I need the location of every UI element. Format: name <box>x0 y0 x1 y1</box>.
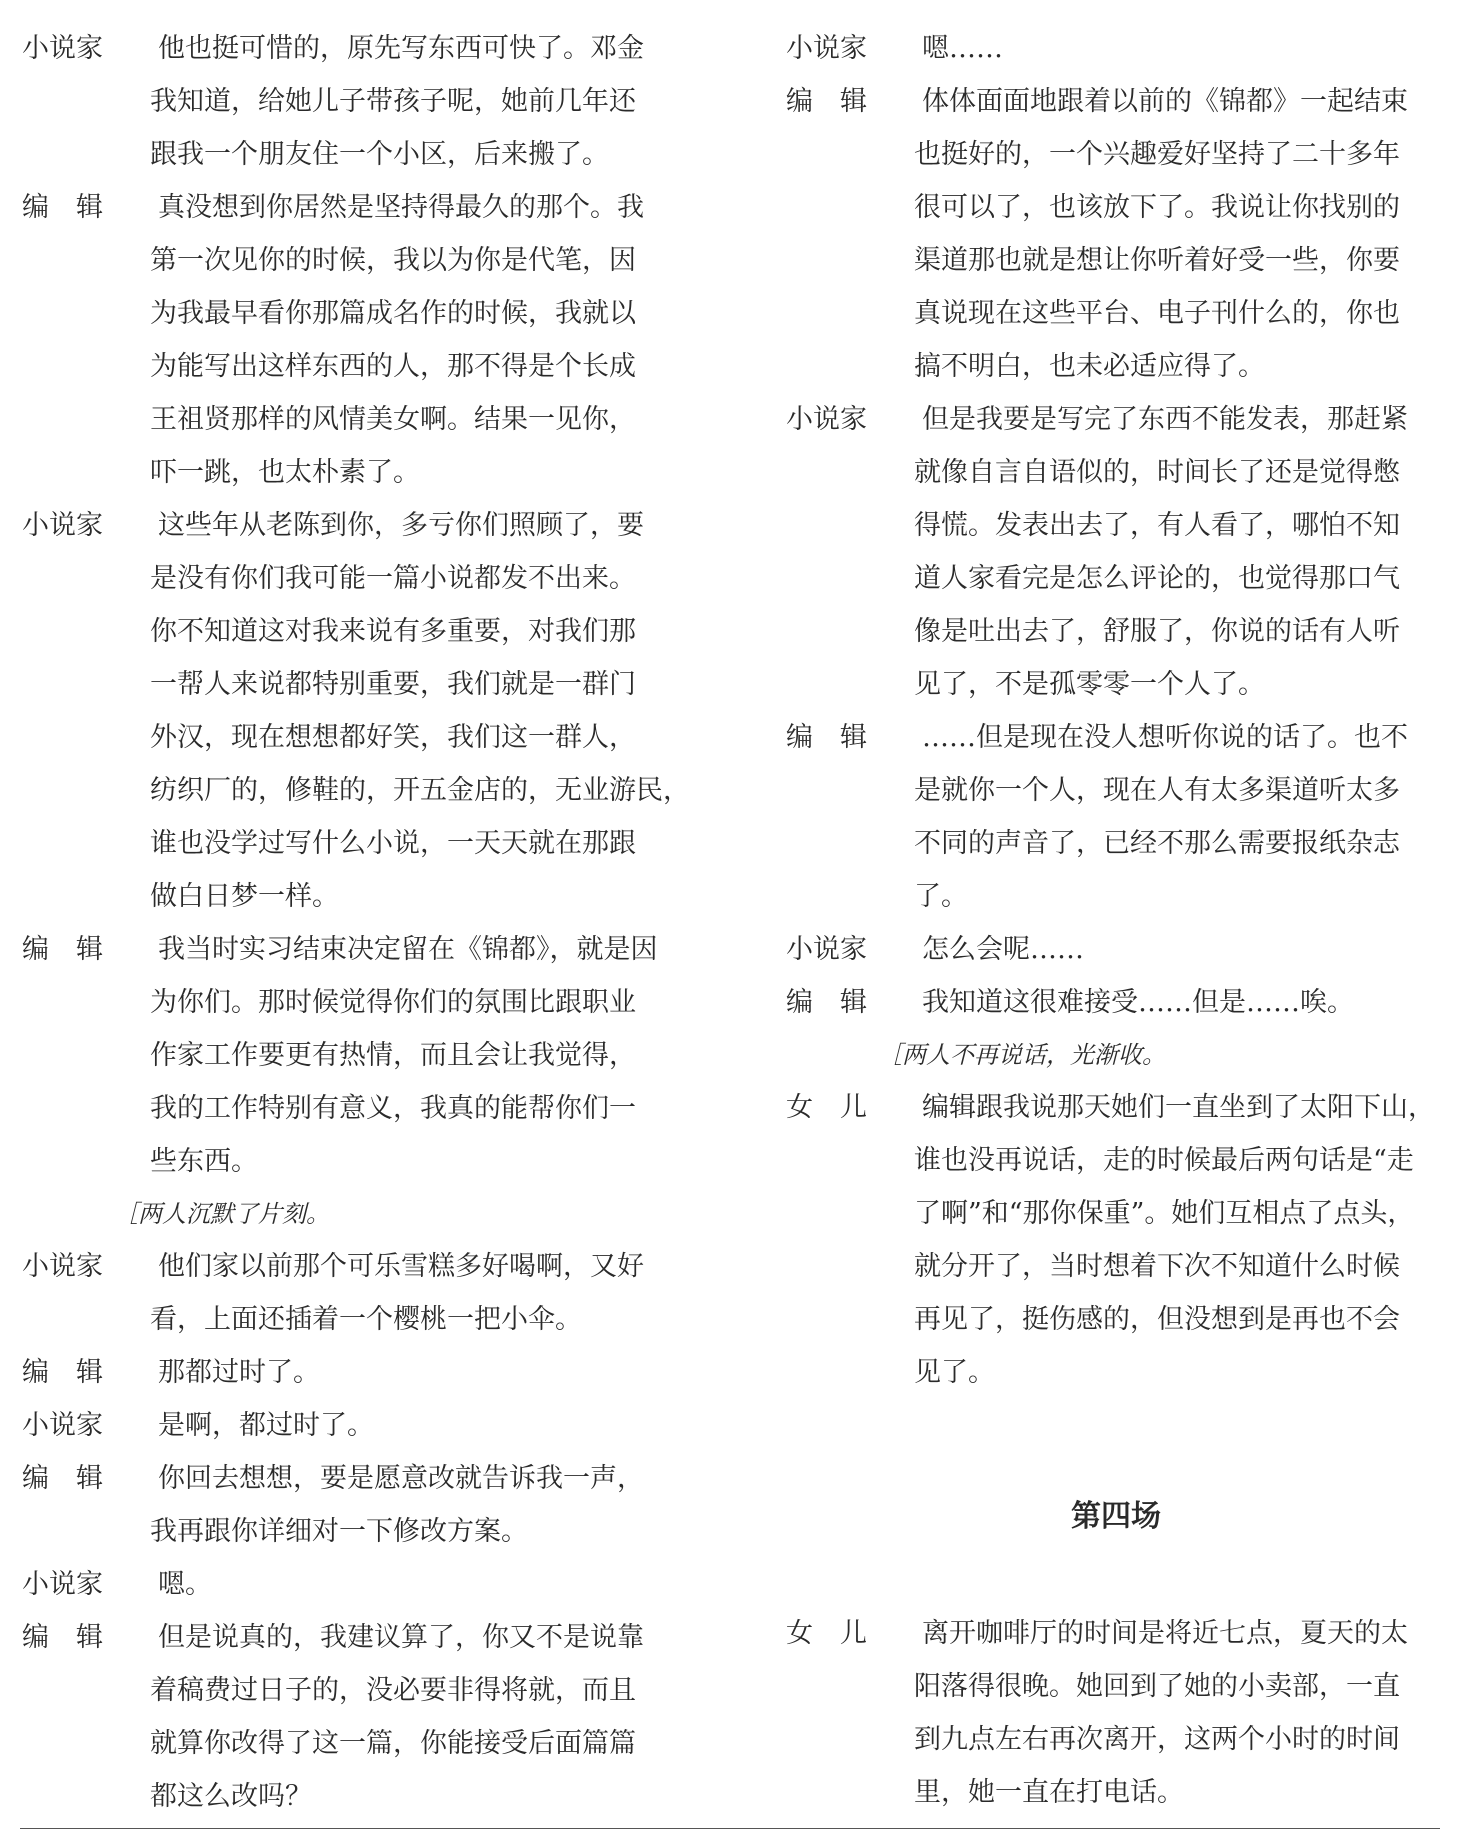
dialogue-line: 也挺好的，一个兴趣爱好坚持了二十多年 <box>914 139 1400 170</box>
dialogue-line: 吓一跳，也太朴素了。 <box>150 457 420 488</box>
dialogue-line: 作家工作要更有热情，而且会让我觉得， <box>150 1040 636 1071</box>
dialogue-line: 谁也没学过写什么小说，一天天就在那跟 <box>150 828 636 859</box>
stage-direction: ［两人不再说话，光渐收。 <box>878 1041 1166 1069</box>
dialogue-line: 这些年从老陈到你，多亏你们照顾了，要 <box>158 510 644 541</box>
dialogue-line: ……但是现在没人想听你说的话了。也不 <box>922 722 1408 753</box>
speaker-name: 小说家 <box>22 33 103 64</box>
dialogue-line: 都这么改吗？ <box>150 1781 312 1812</box>
dialogue-text <box>914 22 1446 75</box>
dialogue-text <box>150 1558 682 1611</box>
dialogue-entry <box>786 1081 1446 1399</box>
speaker-name: 女 儿 <box>786 1092 867 1123</box>
speaker-name: 小说家 <box>22 1251 103 1282</box>
dialogue-line: 纺织厂的，修鞋的，开五金店的，无业游民， <box>150 775 690 806</box>
dialogue-line: 我知道这很难接受……但是……唉。 <box>922 987 1354 1018</box>
dialogue-line: 到九点左右再次离开，这两个小时的时间 <box>914 1724 1400 1755</box>
dialogue-line: 像是吐出去了，舒服了，你说的话有人听 <box>914 616 1400 647</box>
dialogue-text <box>150 181 682 499</box>
dialogue-line: 真说现在这些平台、电子刊什么的，你也 <box>914 298 1400 329</box>
dialogue-line: 为你们。那时候觉得你们的氛围比跟职业 <box>150 987 636 1018</box>
speaker-name: 编 辑 <box>22 192 103 223</box>
dialogue-line: 一帮人来说都特别重要，我们就是一群门 <box>150 669 636 700</box>
dialogue-line: 第一次见你的时候，我以为你是代笔，因 <box>150 245 636 276</box>
speaker-name: 编 辑 <box>22 1622 103 1653</box>
left-column <box>22 22 690 1823</box>
dialogue-line: 我再跟你详细对一下修改方案。 <box>150 1516 528 1547</box>
dialogue-line: 就算你改得了这一篇，你能接受后面篇篇 <box>150 1728 636 1759</box>
dialogue-line: 了。 <box>914 881 968 912</box>
dialogue-entry <box>22 1399 682 1452</box>
footer-rule <box>20 1828 1440 1829</box>
dialogue-line: 嗯。 <box>158 1569 212 1600</box>
dialogue-text <box>150 1611 682 1823</box>
scene-heading: 第四场 <box>1071 1499 1161 1534</box>
dialogue-text <box>150 923 682 1188</box>
dialogue-line: 不同的声音了，已经不那么需要报纸杂志 <box>914 828 1400 859</box>
dialogue-line: 编辑跟我说那天她们一直坐到了太阳下山， <box>922 1092 1435 1123</box>
dialogue-line: 那都过时了。 <box>158 1357 320 1388</box>
dialogue-entry <box>786 393 1446 711</box>
dialogue-line: 是啊，都过时了。 <box>158 1410 374 1441</box>
speaker-name: 编 辑 <box>22 1463 103 1494</box>
dialogue-line: 看，上面还插着一个樱桃一把小伞。 <box>150 1304 582 1335</box>
dialogue-line: 他也挺可惜的，原先写东西可快了。邓金 <box>158 33 644 64</box>
dialogue-entry <box>22 22 682 181</box>
dialogue-line: 你不知道这对我来说有多重要，对我们那 <box>150 616 636 647</box>
speaker-name: 编 辑 <box>22 934 103 965</box>
dialogue-text <box>914 1607 1446 1819</box>
dialogue-text <box>150 1399 682 1452</box>
dialogue-line: 谁也没再说话，走的时候最后两句话是“走 <box>914 1145 1414 1176</box>
dialogue-line: 做白日梦一样。 <box>150 881 339 912</box>
dialogue-entry <box>786 976 1446 1029</box>
speaker-name: 小说家 <box>786 33 867 64</box>
dialogue-line: 跟我一个朋友住一个小区，后来搬了。 <box>150 139 609 170</box>
dialogue-line: 就分开了，当时想着下次不知道什么时候 <box>914 1251 1400 1282</box>
dialogue-entry <box>22 1346 682 1399</box>
speaker-name: 小说家 <box>22 1410 103 1441</box>
dialogue-line: 但是说真的，我建议算了，你又不是说靠 <box>158 1622 644 1653</box>
dialogue-line: 见了，不是孤零零一个人了。 <box>914 669 1265 700</box>
dialogue-line: 得慌。发表出去了，有人看了，哪怕不知 <box>914 510 1400 541</box>
dialogue-line: 道人家看完是怎么评论的，也觉得那口气 <box>914 563 1400 594</box>
dialogue-line: 着稿费过日子的，没必要非得将就，而且 <box>150 1675 636 1706</box>
dialogue-line: 但是我要是写完了东西不能发表，那赶紧 <box>922 404 1408 435</box>
dialogue-line: 见了。 <box>914 1357 995 1388</box>
dialogue-line: 王祖贤那样的风情美女啊。结果一见你， <box>150 404 636 435</box>
dialogue-line: 渠道那也就是想让你听着好受一些，你要 <box>914 245 1400 276</box>
dialogue-line: 了啊”和“那你保重”。她们互相点了点头， <box>914 1198 1415 1229</box>
dialogue-text <box>150 1240 682 1346</box>
dialogue-entry <box>22 499 690 923</box>
speaker-name: 小说家 <box>786 404 867 435</box>
dialogue-text <box>914 711 1446 923</box>
speaker-name: 编 辑 <box>22 1357 103 1388</box>
dialogue-text <box>150 499 690 923</box>
dialogue-line: 就像自言自语似的，时间长了还是觉得憋 <box>914 457 1400 488</box>
dialogue-line: 是就你一个人，现在人有太多渠道听太多 <box>914 775 1400 806</box>
dialogue-line: 体体面面地跟着以前的《锦都》一起结束 <box>922 86 1408 117</box>
dialogue-text <box>150 1452 682 1558</box>
dialogue-entry <box>22 1558 682 1611</box>
dialogue-entry <box>786 711 1446 923</box>
speaker-name: 编 辑 <box>786 722 867 753</box>
dialogue-line: 我当时实习结束决定留在《锦都》，就是因 <box>158 934 658 965</box>
dialogue-line: 嗯…… <box>922 33 1003 64</box>
dialogue-line: 为我最早看你那篇成名作的时候，我就以 <box>150 298 636 329</box>
speaker-name: 编 辑 <box>786 987 867 1018</box>
dialogue-text <box>914 923 1446 976</box>
speaker-name: 女 儿 <box>786 1618 867 1649</box>
dialogue-entry <box>22 1452 682 1558</box>
dialogue-line: 再见了，挺伤感的，但没想到是再也不会 <box>914 1304 1400 1335</box>
speaker-name: 编 辑 <box>786 86 867 117</box>
dialogue-line: 我知道，给她儿子带孩子呢，她前几年还 <box>150 86 636 117</box>
dialogue-line: 你回去想想，要是愿意改就告诉我一声， <box>158 1463 644 1494</box>
dialogue-text <box>914 393 1446 711</box>
dialogue-text <box>914 976 1446 1029</box>
dialogue-line: 是没有你们我可能一篇小说都发不出来。 <box>150 563 636 594</box>
dialogue-line: 外汉，现在想想都好笑，我们这一群人， <box>150 722 636 753</box>
dialogue-entry <box>786 1607 1446 1819</box>
dialogue-entry <box>22 1611 682 1823</box>
dialogue-text <box>150 22 682 181</box>
dialogue-line: 里，她一直在打电话。 <box>914 1777 1184 1808</box>
dialogue-entry <box>22 923 682 1188</box>
speaker-name: 小说家 <box>22 510 103 541</box>
right-column <box>786 22 1446 1819</box>
dialogue-entry <box>22 181 682 499</box>
dialogue-line: 他们家以前那个可乐雪糕多好喝啊，又好 <box>158 1251 644 1282</box>
dialogue-text <box>150 1346 682 1399</box>
dialogue-text <box>914 1081 1446 1399</box>
dialogue-line: 离开咖啡厅的时间是将近七点，夏天的太 <box>922 1618 1408 1649</box>
dialogue-line: 些东西。 <box>150 1146 258 1177</box>
dialogue-line: 我的工作特别有意义，我真的能帮你们一 <box>150 1093 636 1124</box>
dialogue-entry <box>786 22 1446 75</box>
dialogue-entry <box>786 923 1446 976</box>
speaker-name: 小说家 <box>786 934 867 965</box>
dialogue-line: 怎么会呢…… <box>922 934 1084 965</box>
stage-direction: ［两人沉默了片刻。 <box>114 1200 330 1228</box>
dialogue-line: 阳落得很晚。她回到了她的小卖部，一直 <box>914 1671 1400 1702</box>
dialogue-entry <box>22 1240 682 1346</box>
dialogue-entry <box>786 75 1446 393</box>
dialogue-line: 真没想到你居然是坚持得最久的那个。我 <box>158 192 644 223</box>
dialogue-line: 为能写出这样东西的人，那不得是个长成 <box>150 351 636 382</box>
speaker-name: 小说家 <box>22 1569 103 1600</box>
dialogue-text <box>914 75 1446 393</box>
dialogue-line: 搞不明白，也未必适应得了。 <box>914 351 1265 382</box>
dialogue-line: 很可以了，也该放下了。我说让你找别的 <box>914 192 1400 223</box>
